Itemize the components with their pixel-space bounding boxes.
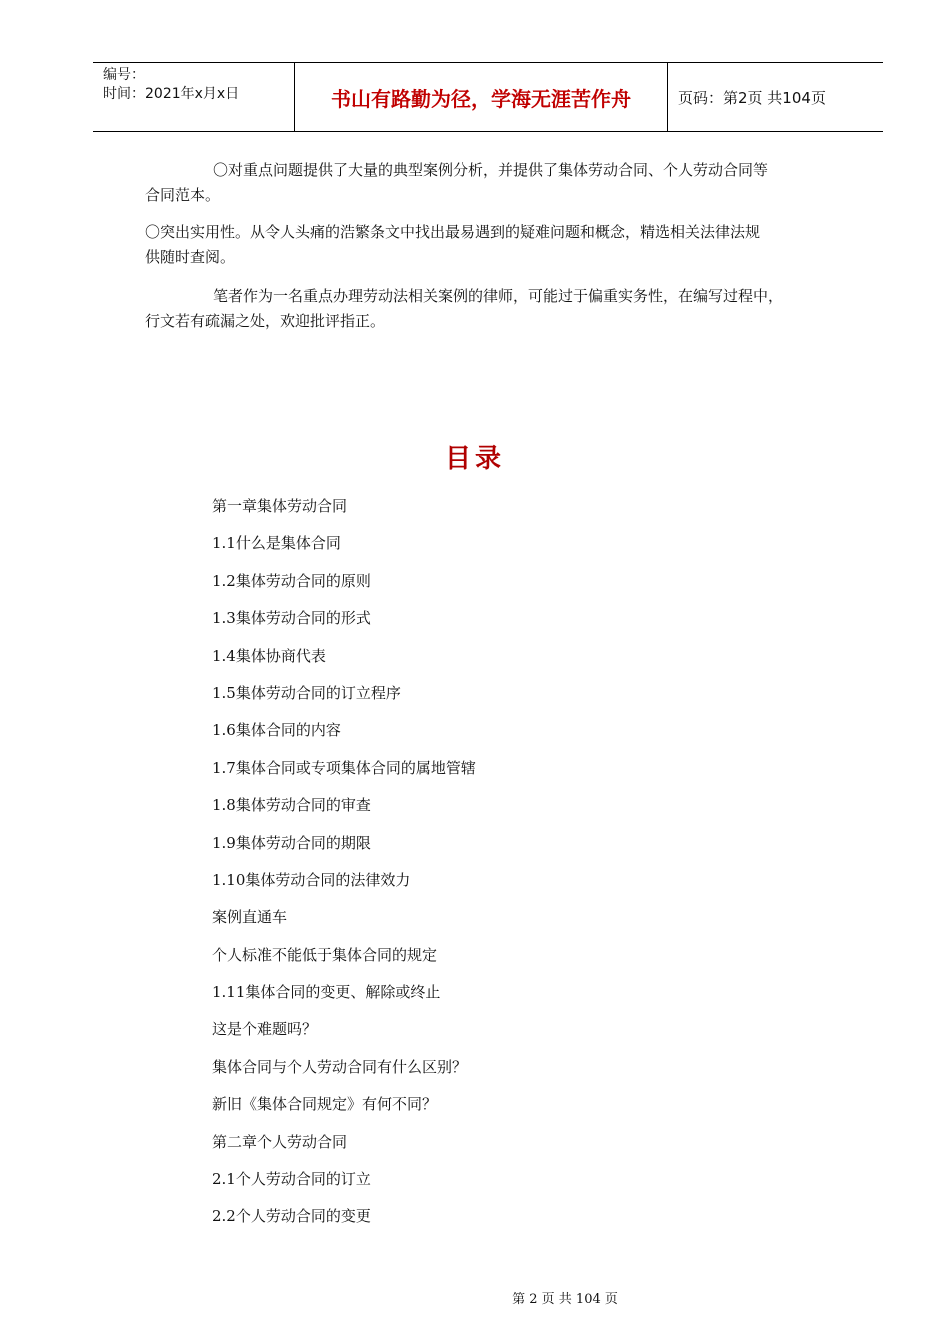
paragraph-line: 〇对重点问题提供了大量的典型案例分析，并提供了集体劳动合同、个人劳动合同等: [213, 161, 769, 179]
toc-item: 1.5集体劳动合同的订立程序: [212, 683, 401, 702]
paragraph-line: 笔者作为一名重点办理劳动法相关案例的律师，可能过于偏重实务性，在编写过程中，: [213, 287, 784, 305]
page-header: [93, 62, 883, 132]
toc-item: 个人标准不能低于集体合同的规定: [212, 945, 438, 964]
table-of-contents: [212, 492, 476, 1240]
toc-item: 1.8集体劳动合同的审查: [212, 796, 371, 815]
header-motto: 书山有路勤为径，学海无涯苦作舟: [295, 63, 668, 131]
toc-item: 第二章个人劳动合同: [212, 1132, 348, 1151]
toc-title: 目录: [444, 444, 505, 474]
toc-item: 这是个难题吗？: [212, 1020, 318, 1039]
intro-paragraph-1: [145, 158, 845, 208]
page-footer: 第 2 页 共 104 页: [512, 1292, 618, 1307]
toc-item: 集体合同与个人劳动合同有什么区别？: [212, 1057, 468, 1076]
toc-item: 1.4集体协商代表: [212, 646, 326, 665]
toc-item: 2.2个人劳动合同的变更: [212, 1207, 371, 1226]
toc-item: 1.10集体劳动合同的法律效力: [212, 870, 411, 889]
toc-item: 新旧《集体合同规定》有何不同？: [212, 1095, 438, 1114]
header-meta-cell: [93, 63, 295, 131]
intro-paragraph-2: [145, 220, 845, 270]
toc-item: 案例直通车: [212, 908, 288, 927]
toc-item: 1.1什么是集体合同: [212, 534, 341, 553]
toc-item: 1.3集体劳动合同的形式: [212, 609, 371, 628]
toc-item: 1.7集体合同或专项集体合同的属地管辖: [212, 758, 476, 777]
toc-item: 1.9集体劳动合同的期限: [212, 833, 371, 852]
header-page-info: 页码：第2页 共104页: [678, 88, 826, 107]
paragraph-line: 行文若有疏漏之处，欢迎批评指正。: [145, 312, 386, 330]
time-label: 时间：2021年x月x日: [103, 86, 240, 102]
toc-item: 1.2集体劳动合同的原则: [212, 571, 371, 590]
intro-paragraph-3: [145, 284, 845, 334]
number-label: 编号：: [103, 67, 145, 83]
paragraph-line: 〇突出实用性。从令人头痛的浩繁条文中找出最易遇到的疑难问题和概念，精选相关法律法规: [145, 223, 761, 241]
toc-item: 第一章集体劳动合同: [212, 497, 348, 515]
toc-item: 1.6集体合同的内容: [212, 721, 341, 740]
paragraph-line: 供随时查阅。: [145, 248, 236, 266]
toc-item: 2.1个人劳动合同的订立: [212, 1170, 371, 1189]
toc-item: 1.11集体合同的变更、解除或终止: [212, 983, 441, 1002]
paragraph-line: 合同范本。: [145, 186, 221, 204]
